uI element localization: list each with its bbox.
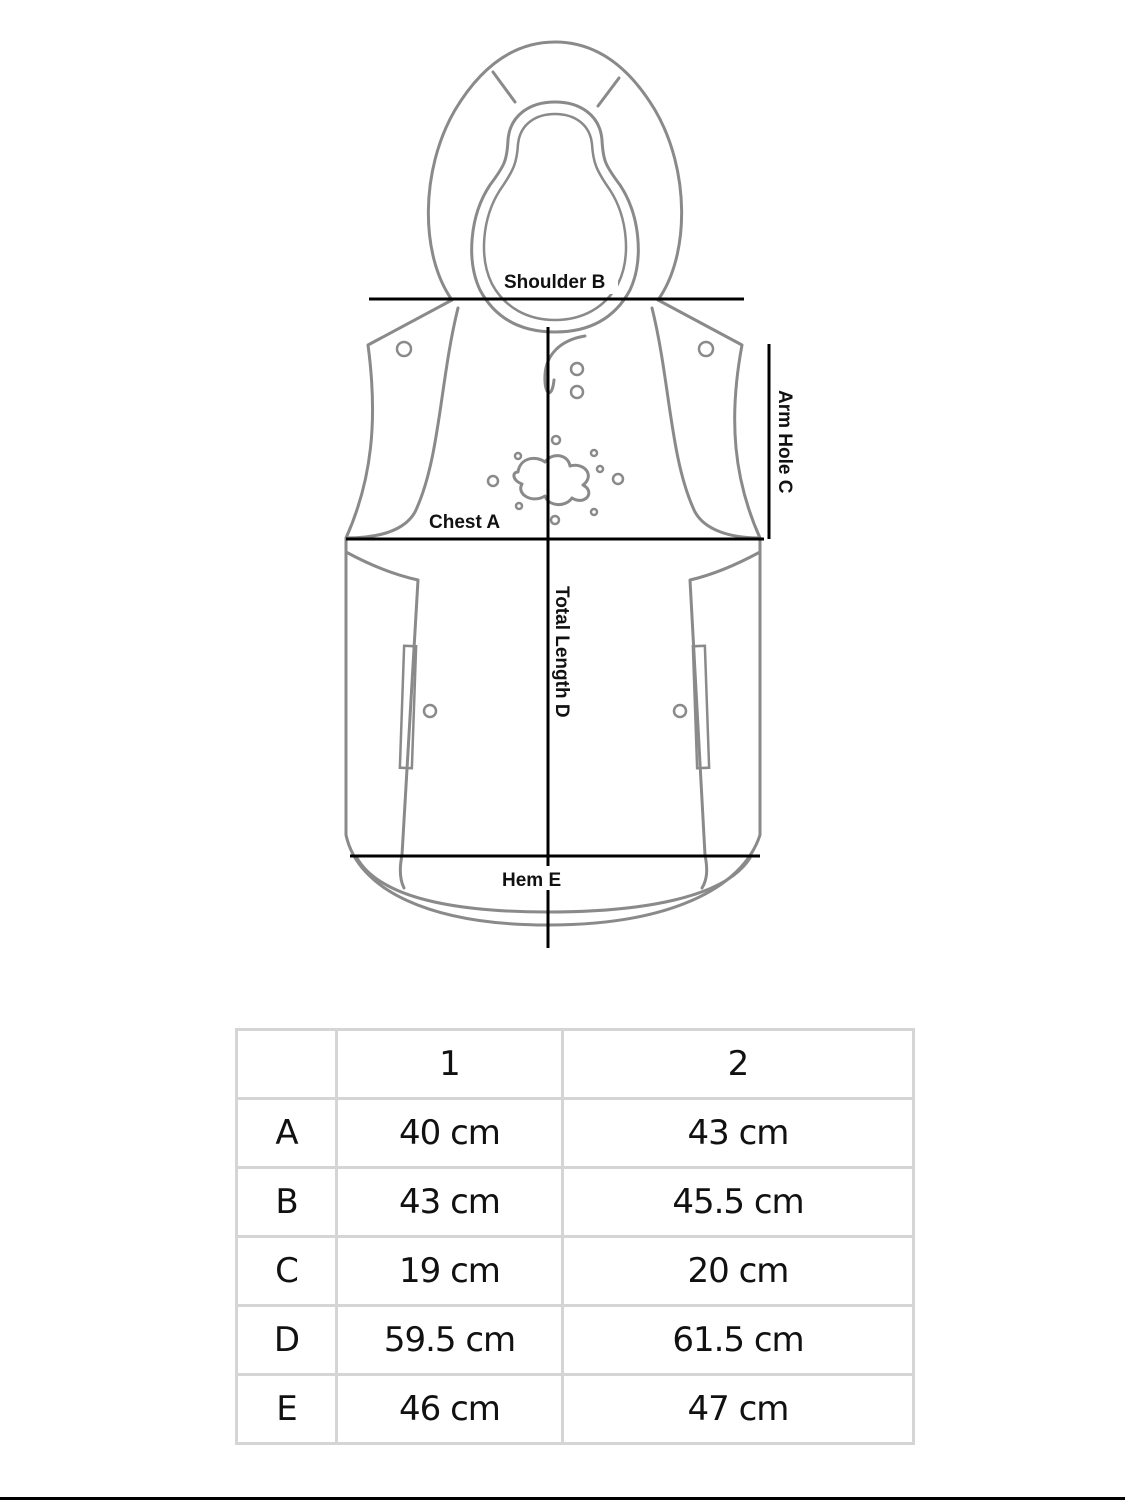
shoulder-label: Shoulder B — [504, 272, 606, 293]
chest-dot-9 — [551, 516, 559, 524]
header-cell-size-2: 2 — [563, 1030, 914, 1099]
chest-dot-1 — [552, 436, 560, 444]
table-row — [237, 1306, 914, 1375]
row-value-size-2: 20 cm — [563, 1237, 914, 1306]
row-label: C — [237, 1237, 337, 1306]
pocket-button-left — [424, 705, 436, 717]
table-row — [237, 1168, 914, 1237]
row-value-size-1: 46 cm — [337, 1375, 563, 1444]
side-panel-right — [690, 552, 760, 888]
placket-button-2 — [571, 386, 583, 398]
hood-outer-outline — [428, 42, 681, 300]
arm-hole-label: Arm Hole C — [774, 390, 795, 494]
hood-seam-left — [493, 72, 515, 102]
shoulder-button-right — [699, 342, 713, 356]
chest-graphic — [514, 456, 589, 505]
row-value-size-2: 61.5 cm — [563, 1306, 914, 1375]
chest-dot-8 — [591, 509, 597, 515]
chest-dot-2 — [488, 476, 498, 486]
header-cell-corner — [237, 1030, 337, 1099]
row-value-size-2: 47 cm — [563, 1375, 914, 1444]
row-value-size-1: 59.5 cm — [337, 1306, 563, 1375]
chest-dot-3 — [515, 453, 521, 459]
placket-button-1 — [571, 363, 583, 375]
chest-dot-5 — [597, 466, 603, 472]
chest-dot-6 — [613, 474, 623, 484]
chest-dot-7 — [516, 503, 522, 509]
hem-label: Hem E — [502, 870, 562, 891]
hood-seam-right — [598, 78, 619, 106]
row-value-size-1: 19 cm — [337, 1237, 563, 1306]
pocket-button-right — [674, 705, 686, 717]
row-label: E — [237, 1375, 337, 1444]
row-label: D — [237, 1306, 337, 1375]
row-value-size-2: 45.5 cm — [563, 1168, 914, 1237]
row-label: A — [237, 1099, 337, 1168]
row-value-size-1: 43 cm — [337, 1168, 563, 1237]
table-row — [237, 1237, 914, 1306]
row-value-size-1: 40 cm — [337, 1099, 563, 1168]
header-cell-size-1: 1 — [337, 1030, 563, 1099]
row-value-size-2: 43 cm — [563, 1099, 914, 1168]
chest-dot-4 — [591, 450, 597, 456]
shoulder-button-left — [397, 342, 411, 356]
chest-label: Chest A — [429, 512, 501, 533]
table-header-row — [237, 1030, 914, 1099]
size-table — [235, 1028, 915, 1445]
side-panel-left — [346, 552, 418, 888]
row-label: B — [237, 1168, 337, 1237]
table-row — [237, 1099, 914, 1168]
total-length-label: Total Length D — [551, 586, 572, 718]
table-row — [237, 1375, 914, 1444]
